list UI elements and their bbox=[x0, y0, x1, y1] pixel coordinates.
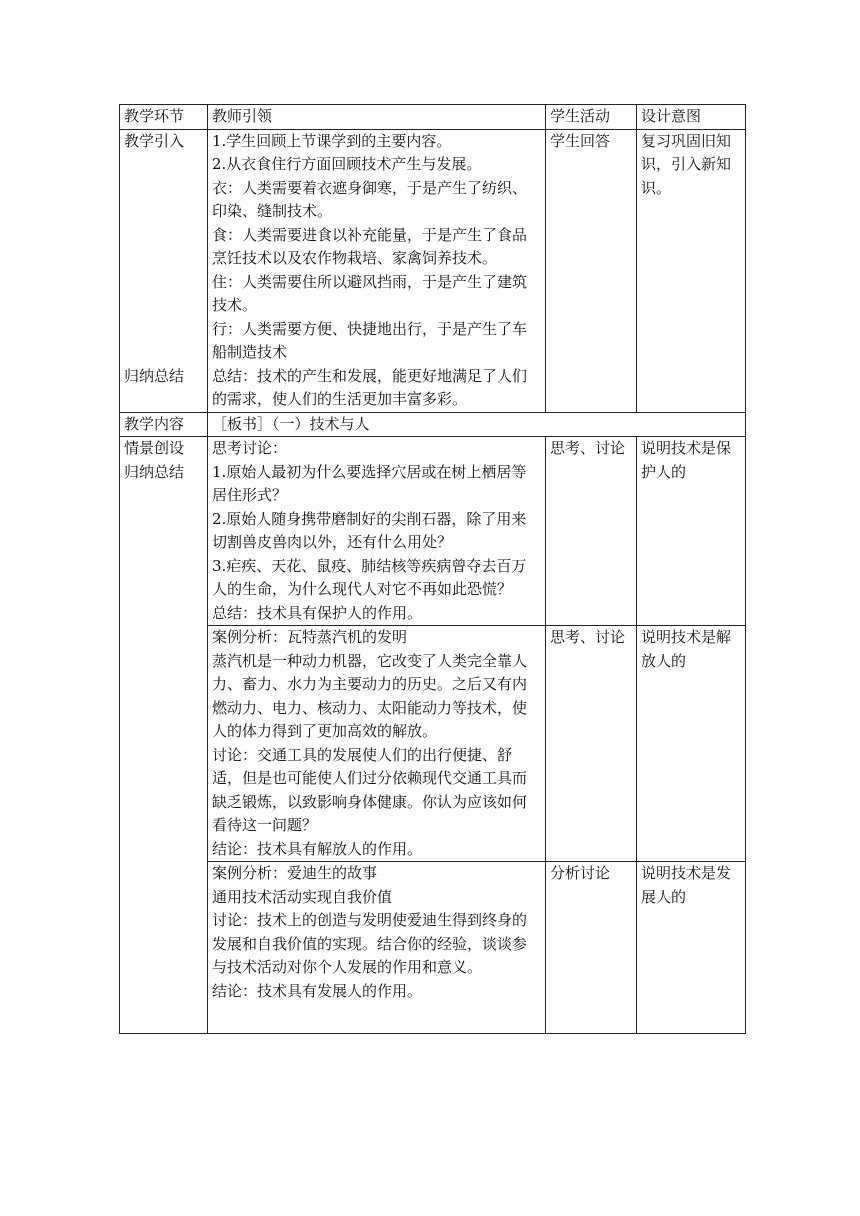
intro-teacher-line: 总结：技术的产生和发展，能更好地满足了人们的需求，使人们的生活更加丰富多彩。 bbox=[212, 366, 528, 408]
develop-intent-cell: 说明技术是发展人的 bbox=[637, 862, 746, 1034]
header-intent: 设计意图 bbox=[637, 105, 746, 130]
protect-teacher-line: 3.疟疾、天花、鼠疫、肺结核等疾病曾夺去百万人的生命，为什么现代人对它不再如此恐慌？ bbox=[212, 556, 527, 598]
header-teacher: 教师引领 bbox=[208, 105, 546, 130]
liberate-teacher-line: 结论：技术具有解放人的作用。 bbox=[212, 839, 423, 858]
protect-stage-line: 归纳总结 bbox=[124, 462, 185, 481]
header-stage: 教学环节 bbox=[120, 105, 208, 130]
develop-teacher-line: 案例分析：爱迪生的故事 bbox=[212, 864, 378, 882]
protect-stage-cell bbox=[120, 437, 208, 1034]
header-student: 学生活动 bbox=[546, 105, 637, 130]
develop-teacher-cell bbox=[208, 862, 546, 1034]
lesson-plan-table bbox=[119, 104, 746, 1034]
liberate-teacher-line: 讨论：交通工具的发展使人们的出行便捷、舒适，但是也可能使人们过分依赖现代交通工具而缺乏锻炼，以致影响身体健康。你认为应该如何看待这一问题？ bbox=[212, 745, 528, 834]
header-row bbox=[120, 105, 746, 130]
protect-teacher-line: 总结：技术具有保护人的作用。 bbox=[212, 603, 423, 622]
intro-stage-top: 教学引入 bbox=[124, 131, 185, 150]
intro-row bbox=[120, 129, 746, 412]
develop-teacher-line: 讨论：技术上的创造与发明使爱迪生得到终身的发展和自我价值的实现。结合你的经验，谈谈参与技术活动对你个人发展的作用和意义。 bbox=[212, 911, 528, 976]
liberate-student-cell: 思考、讨论 bbox=[546, 626, 637, 862]
intro-teacher-line: 食：人类需要进食以补充能量，于是产生了食品烹饪技术以及农作物栽培、家禽饲养技术。 bbox=[212, 225, 528, 267]
intro-teacher-cell bbox=[208, 129, 546, 412]
intro-teacher-line: 行：人类需要方便、快捷地出行，于是产生了车船制造技术 bbox=[212, 319, 528, 361]
protect-teacher-line: 思考讨论： bbox=[212, 439, 288, 457]
protect-teacher-line: 1.原始人最初为什么要选择穴居或在树上栖居等居住形式？ bbox=[212, 462, 527, 504]
develop-row bbox=[120, 862, 746, 1034]
liberate-teacher-cell bbox=[208, 626, 546, 862]
protect-student-cell: 思考、讨论 bbox=[546, 437, 637, 626]
intro-student-cell: 学生回答 bbox=[546, 129, 637, 412]
intro-stage-bottom: 归纳总结 bbox=[124, 367, 185, 385]
protect-stage-line: 情景创设 bbox=[124, 439, 185, 457]
content-row bbox=[120, 412, 746, 437]
intro-stage-cell bbox=[120, 129, 208, 412]
protect-teacher-line: 2.原始人随身携带磨制好的尖削石器，除了用来切割兽皮兽肉以外，还有什么用处？ bbox=[212, 509, 527, 551]
liberate-teacher-line: 案例分析：瓦特蒸汽机的发明 bbox=[212, 628, 408, 646]
protect-teacher-cell bbox=[208, 437, 546, 626]
content-board: ［板书］（一）技术与人 bbox=[208, 412, 746, 437]
content-stage: 教学内容 bbox=[120, 412, 208, 437]
intro-teacher-line: 1.学生回顾上节课学到的主要内容。 bbox=[212, 131, 452, 150]
develop-student-cell: 分析讨论 bbox=[546, 862, 637, 1034]
protect-row bbox=[120, 437, 746, 626]
develop-teacher-line: 通用技术活动实现自我价值 bbox=[212, 887, 393, 906]
intro-intent-cell: 复习巩固旧知识，引入新知识。 bbox=[637, 129, 746, 412]
liberate-teacher-line: 蒸汽机是一种动力机器，它改变了人类完全靠人力、畜力、水力为主要动力的历史。之后又有内燃动力、电力、核动力、太阳能动力等技术，使人的体力得到了更加高效的解放。 bbox=[212, 651, 528, 740]
intro-teacher-line: 2.从衣食住行方面回顾技术产生与发展。 bbox=[212, 155, 482, 173]
liberate-row bbox=[120, 626, 746, 862]
liberate-intent-cell: 说明技术是解放人的 bbox=[637, 626, 746, 862]
protect-intent-cell: 说明技术是保护人的 bbox=[637, 437, 746, 626]
intro-stage-spacer bbox=[124, 153, 203, 365]
develop-teacher-line: 结论：技术具有发展人的作用。 bbox=[212, 981, 423, 1000]
intro-teacher-line: 衣：人类需要着衣遮身御寒，于是产生了纺织、印染、缝制技术。 bbox=[212, 178, 528, 220]
intro-teacher-line: 住：人类需要住所以避风挡雨，于是产生了建筑技术。 bbox=[212, 272, 528, 314]
